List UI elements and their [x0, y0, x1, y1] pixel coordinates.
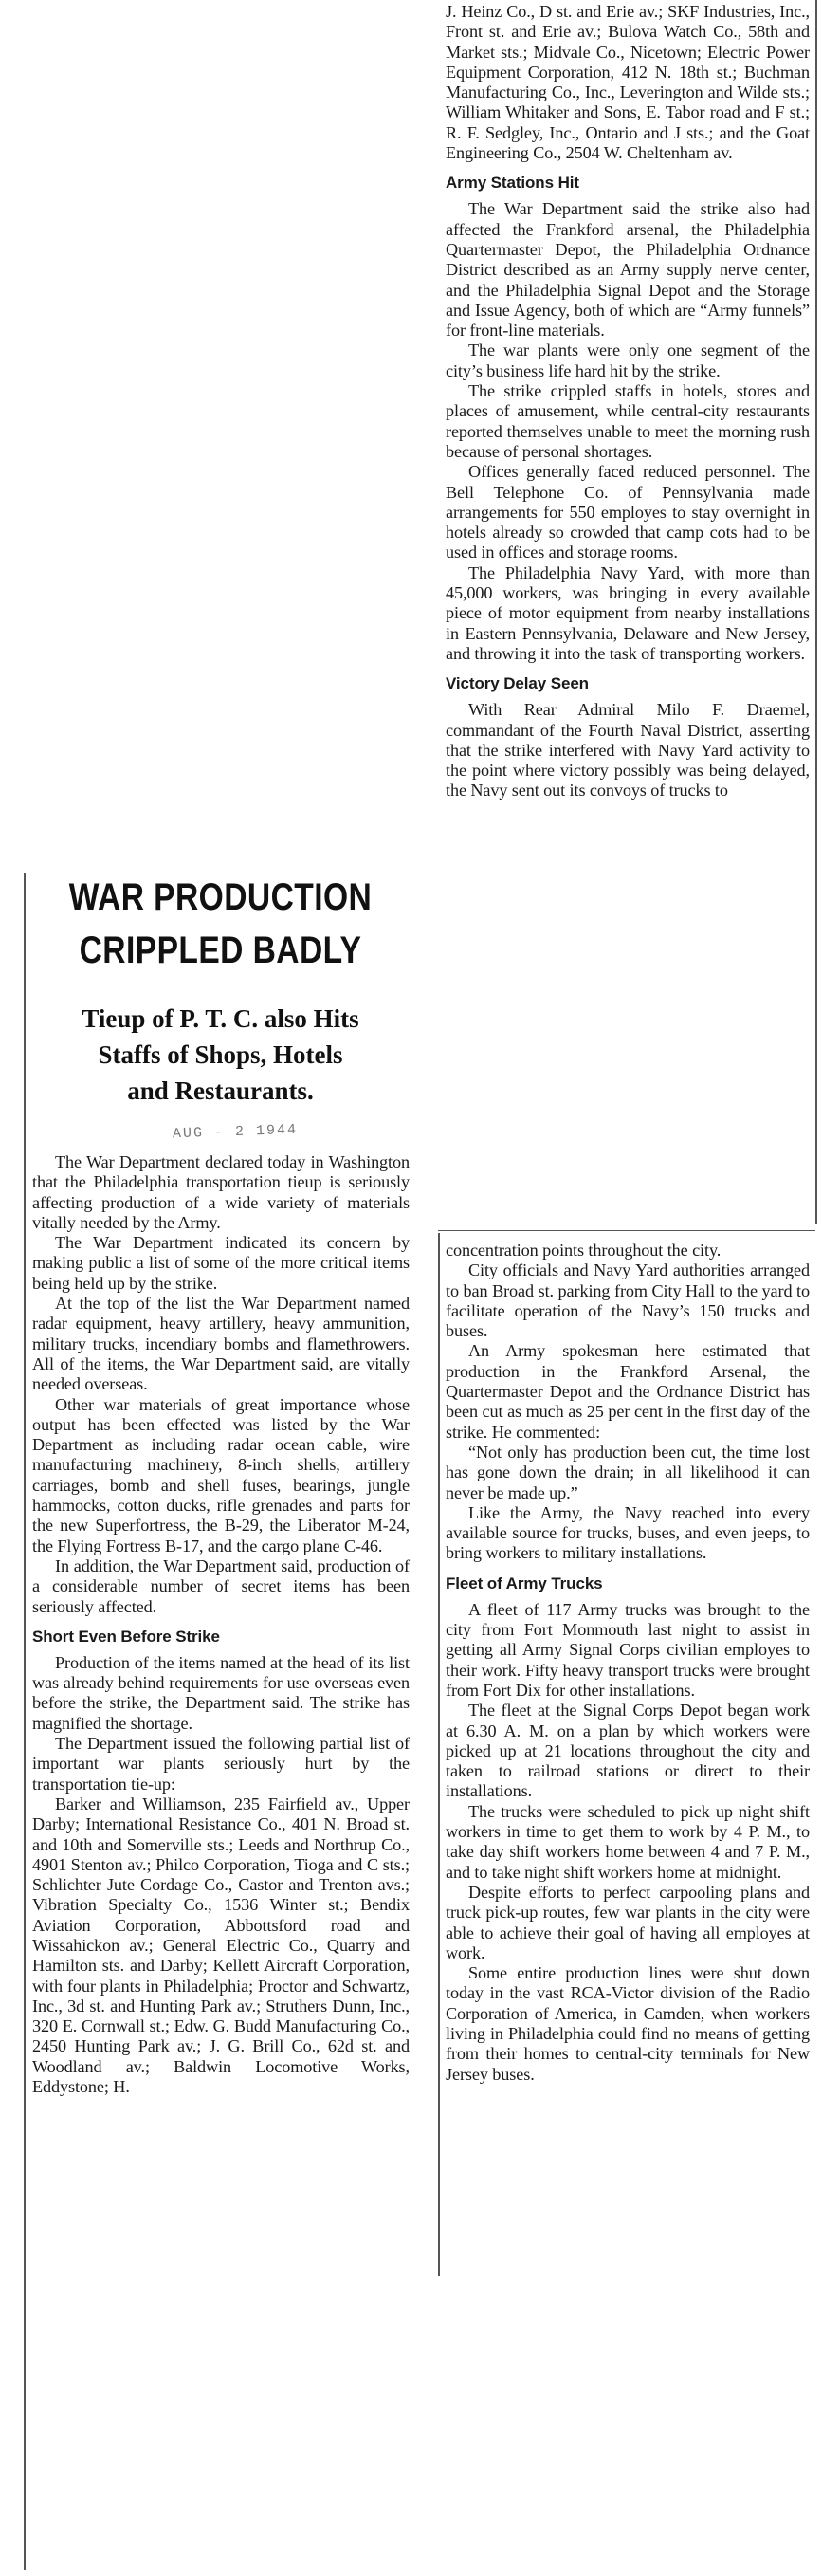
subheadline-line-3: and Restaurants. — [127, 1076, 314, 1105]
paragraph: An Army spokesman here estimated that production in the Frankford Arsenal, the Quartermaster Depot and the Ordnance District has been cut as much as 25 per cent in the first day of the strike. He commented: — [446, 1341, 810, 1442]
paragraph: Offices generally faced reduced personnel. The Bell Telephone Co. of Pennsylvania made arrangements for 550 employes to stay overnight in hotels already so crowded that camp cots had to be used in offices and storage rooms. — [446, 462, 810, 562]
left-column — [32, 1152, 410, 2097]
date-stamp: AUG - 2 1944 — [172, 1121, 299, 1143]
clipping-edge-left — [24, 873, 26, 2570]
paragraph: J. Heinz Co., D st. and Erie av.; SKF Industries, Inc., Front st. and Erie av.; Bulova Watch Co., 58th and Market sts.; Midvale Co., Nicetown; Electric Power Equipment Corporation, 412 N. 18th st.; Buchman Manufacturing Co., Inc., Leverington and Wilde sts.; William Whitaker and Sons, E. Tabor road and F st.; R. F. Sedgley, Inc., Ontario and J sts.; and the Goat Engineering Co., 2504 W. Cheltenham av. — [446, 2, 810, 163]
paragraph: At the top of the list the War Department named radar equipment, heavy artillery, heavy ammunition, military trucks, incendiary bombs and flamethrowers. All of the items, the War Department said, are vitally needed overseas. — [32, 1294, 410, 1394]
paragraph: concentration points throughout the city. — [446, 1241, 722, 1260]
right-column-lower — [446, 1241, 810, 2085]
paragraph: Despite efforts to perfect carpooling plans and truck pick-up routes, few war plants in the city were able to achieve their goal of having all employes at work. — [446, 1882, 810, 1962]
section-heading: Fleet of Army Trucks — [446, 1573, 603, 1592]
headline-line-1: WAR PRODUCTION — [68, 876, 373, 918]
paragraph: Other war materials of great importance whose output has been effected was listed by the War Department as including radar ocean cable, wire manufacturing machinery, 8-inch shells, artillery carriages, bomb and shell fuses, bearings, jungle hammocks, cotton ducks, rifle grenades and parts for the new Superfortress, the B-29, the Liberator M-24, the Flying Fortress B-17, and the cargo plane C-46. — [32, 1394, 410, 1555]
headline — [28, 871, 412, 977]
paragraph: The War Department said the strike also had affected the Frankford arsenal, the Philadelphia Quartermaster Depot, the Philadelphia Ordnance District described as an Army supply nerve center, and the Philadelphia Signal Depot and the Storage and Issue Agency, both of which are “Army funnels” for front-line materials. — [446, 199, 810, 340]
clipping-edge-lower-left — [438, 1233, 440, 2276]
subheadline — [28, 1001, 412, 1109]
paragraph: “Not only has production been cut, the time lost has gone down the drain; in all likelihood it can never be made up.” — [446, 1442, 810, 1502]
paragraph: A fleet of 117 Army trucks was brought to the city from Fort Monmouth last night to assist in getting all Army Signal Corps civilian employes to their work. Fifty heavy transport trucks were brought from Fort Dix for other installations. — [446, 1599, 810, 1700]
section-heading: Short Even Before Strike — [32, 1627, 220, 1646]
right-column-upper — [446, 2, 810, 801]
headline-line-2: CRIPPLED BADLY — [79, 929, 362, 971]
paragraph: Some entire production lines were shut down today in the vast RCA-Victor division of the Radio Corporation of America, in Camden, when workers living in Philadelphia could find no means of getting from their homes to central-city terminals for New Jersey buses. — [446, 1963, 810, 2084]
subheadline-line-2: Staffs of Shops, Hotels — [98, 1040, 343, 1069]
paragraph: City officials and Navy Yard authorities arranged to ban Broad st. parking from City Hall to the yard to facilitate operation of the Navy’s 150 trucks and buses. — [446, 1260, 810, 1341]
paragraph: The Philadelphia Navy Yard, with more than 45,000 workers, was bringing in every available piece of motor equipment from nearby installations in Eastern Pennsylvania, Delaware and New Jersey, and throwing it into the task of transporting workers. — [446, 562, 810, 663]
section-heading: Army Stations Hit — [446, 174, 579, 193]
paragraph: In addition, the War Department said, production of a considerable number of secret items has been seriously affected. — [32, 1555, 410, 1616]
clipping-edge-right — [815, 0, 817, 1224]
clipping-separator — [438, 1230, 815, 1231]
paragraph: The strike crippled staffs in hotels, stores and places of amusement, while central-city restaurants reported themselves unable to meet the morning rush because of personal shortages. — [446, 381, 810, 461]
paragraph: With Rear Admiral Milo F. Draemel, commandant of the Fourth Naval District, asserting that the strike interfered with Navy Yard activity to the point where victory possibly was being delayed, the Navy sent out its convoys of trucks to — [446, 700, 810, 800]
paragraph: The war plants were only one segment of the city’s business life hard hit by the strike. — [446, 340, 810, 380]
paragraph: Like the Army, the Navy reached into every available source for trucks, buses, and even jeeps, to bring workers to military installations. — [446, 1502, 810, 1563]
paragraph: The Department issued the following partial list of important war plants seriously hurt by the transportation tie-up: — [32, 1734, 410, 1794]
paragraph: The fleet at the Signal Corps Depot began work at 6.30 A. M. on a plan by which workers were picked up at 21 locations throughout the city and taken to railroad stations or direct to their installations. — [446, 1701, 810, 1801]
section-heading: Victory Delay Seen — [446, 674, 589, 693]
paragraph: The War Department indicated its concern by making public a list of some of the more critical items being held up by the strike. — [32, 1233, 410, 1293]
paragraph: Barker and Williamson, 235 Fairfield av., Upper Darby; International Resistance Co., 401 N. Broad st. and 10th and Somerville sts.; Leeds and Northrup Co., 4901 Stenton av.; Philco Corporation, Tioga and C sts.; Schlichter Jute Cordage Co., Castor and Trenton avs.; Vibration Specialty Co., 1536 Winter st.; Bendix Aviation Corporation, Abbottsford road and Wissahickon av.; General Electric Co., Quarry and Hamilton sts. and Darby; Kellett Aircraft Corporation, with four plants in Philadelphia; Proctor and Schwartz, Inc., 3d st. and Hunting Park av.; Struthers Dunn, Inc., 320 E. Cornwall st.; Edw. G. Budd Manufacturing Co., 2450 Hunting Park av.; J. G. Brill Co., 62d st. and Woodland av.; Baldwin Locomotive Works, Eddystone; H. — [32, 1794, 410, 2097]
paragraph: Production of the items named at the head of its list was already behind requirements for use overseas even before the strike, the Department said. The strike has magnified the shortage. — [32, 1652, 410, 1733]
paragraph: The War Department declared today in Washington that the Philadelphia transportation tieup is seriously affecting production of a wide variety of materials vitally needed by the Army. — [32, 1152, 410, 1232]
subheadline-line-1: Tieup of P. T. C. also Hits — [82, 1004, 359, 1033]
paragraph: The trucks were scheduled to pick up night shift workers in time to get them to work by 4 P. M., to take day shift workers home between 4 and 7 P. M., and to take night shift workers home at midnight. — [446, 1801, 810, 1882]
